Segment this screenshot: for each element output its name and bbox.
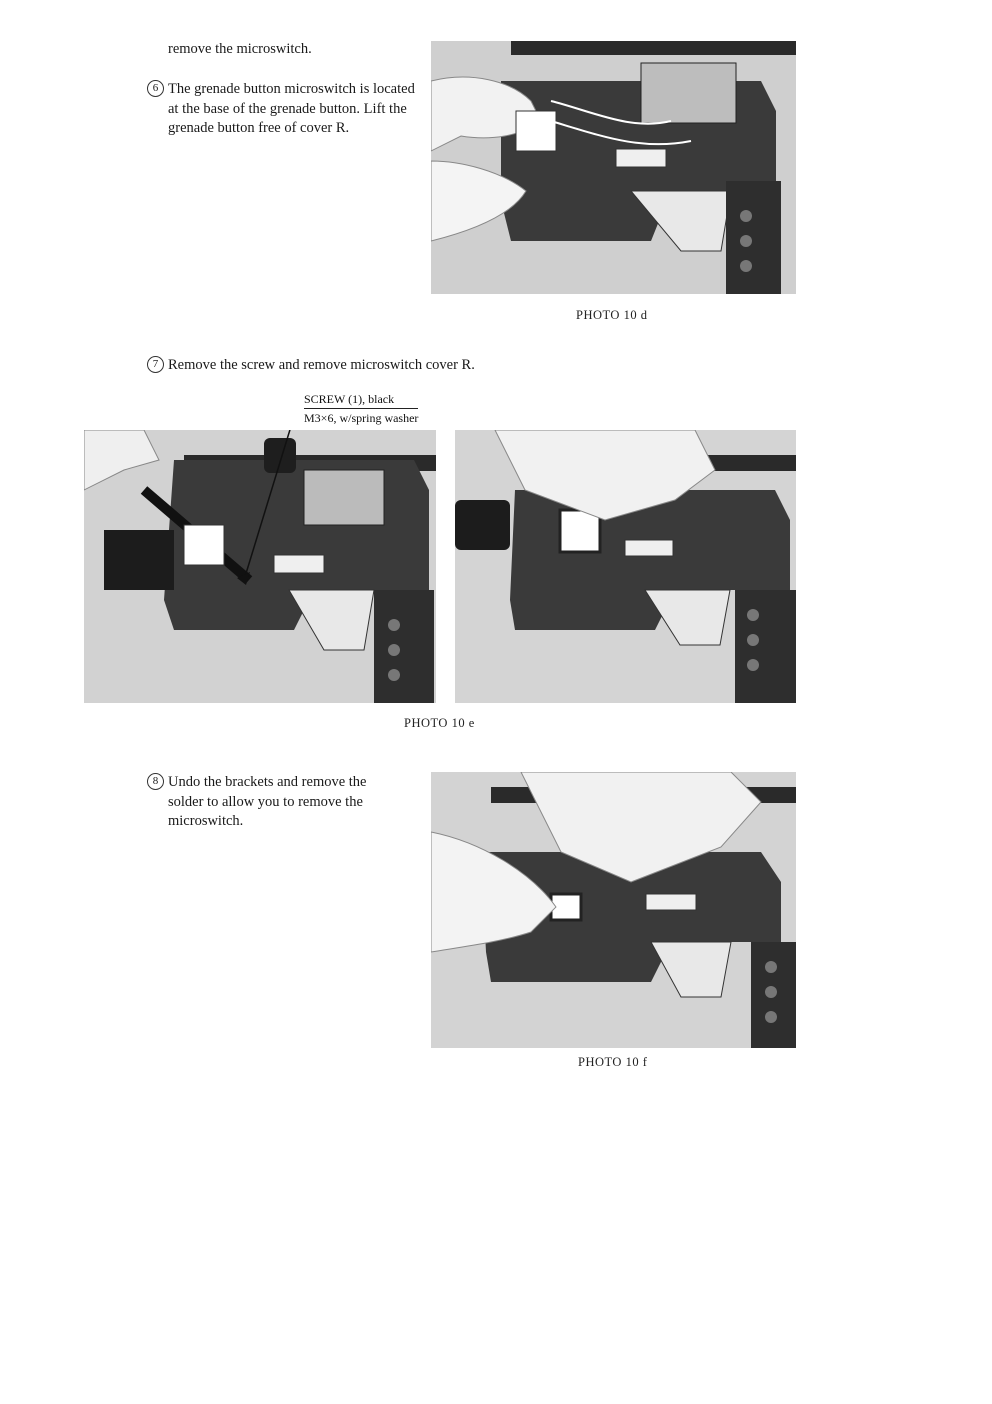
photo-10-d-caption: PHOTO 10 d (576, 308, 648, 322)
step-number-badge: 8 (147, 773, 164, 790)
step-number-badge: 6 (147, 80, 164, 97)
step-7-text: Remove the screw and remove microswitch cover R. (168, 357, 475, 373)
photo-10-e-right (455, 430, 796, 703)
photo-10-d (431, 41, 796, 294)
step-6 (147, 80, 427, 160)
step-7 (147, 356, 567, 378)
screw-callout (304, 390, 418, 427)
step-6-text: The grenade button microswitch is located at the base of the grenade button. Lift the grenade button free of cover R. (168, 81, 415, 136)
step-8-text: Undo the brackets and remove the solder to allow you to remove the microswitch. (168, 774, 367, 829)
photo-10-e-caption: PHOTO 10 e (404, 716, 475, 730)
step-number-badge: 7 (147, 356, 164, 373)
photo-10-e-left (84, 430, 436, 703)
screw-callout-line1: SCREW (1), black (304, 392, 395, 406)
screw-callout-line2: M3×6, w/spring washer (304, 408, 418, 427)
photo-10-f (431, 772, 796, 1048)
step-8 (147, 773, 407, 833)
intro-line: remove the microswitch. (168, 41, 312, 57)
photo-10-f-caption: PHOTO 10 f (578, 1055, 648, 1069)
